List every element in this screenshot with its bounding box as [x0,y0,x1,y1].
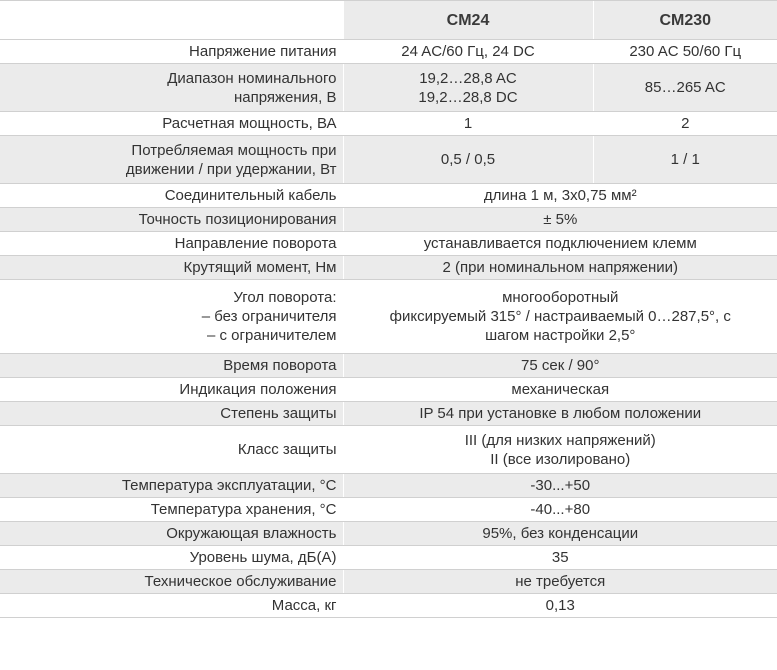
header-parameter [0,1,343,40]
parameter-label: Расчетная мощность, ВА [0,112,343,136]
shared-value: 95%, без конденсации [343,522,777,546]
shared-value: 75 сек / 90° [343,354,777,378]
table-row [0,522,777,546]
table-row [0,280,777,354]
cm24-value: 0,5 / 0,5 [343,136,593,184]
parameter-label: Масса, кг [0,594,343,618]
shared-value: не требуется [343,570,777,594]
cm230-value: 85…265 AC [593,64,777,112]
shared-value: механическая [343,378,777,402]
shared-value: 0,13 [343,594,777,618]
shared-value: III (для низких напряжений) II (все изолировано) [343,426,777,474]
shared-value: 2 (при номинальном напряжении) [343,256,777,280]
parameter-label: Окружающая влажность [0,522,343,546]
table-row [0,402,777,426]
parameter-label: Диапазон номинального напряжения, В [0,64,343,112]
parameter-label: Угол поворота: – без ограничителя – с ограничителем [0,280,343,354]
header-row [0,1,777,40]
shared-value: IP 54 при установке в любом положении [343,402,777,426]
parameter-label: Температура эксплуатации, °С [0,474,343,498]
parameter-label: Направление поворота [0,232,343,256]
parameter-label: Техническое обслуживание [0,570,343,594]
parameter-label: Крутящий момент, Нм [0,256,343,280]
cm24-value: 1 [343,112,593,136]
shared-value: длина 1 м, 3х0,75 мм² [343,184,777,208]
table-row [0,208,777,232]
cm230-value: 1 / 1 [593,136,777,184]
shared-value: 35 [343,546,777,570]
table-row [0,474,777,498]
shared-value: устанавливается подключением клемм [343,232,777,256]
parameter-label: Уровень шума, дБ(А) [0,546,343,570]
parameter-label: Потребляемая мощность при движении / при удержании, Вт [0,136,343,184]
parameter-label: Степень защиты [0,402,343,426]
header-cm230: CM230 [593,1,777,40]
cm24-value: 24 AC/60 Гц, 24 DC [343,40,593,64]
table-body [0,40,777,618]
parameter-label: Время поворота [0,354,343,378]
cm230-value: 230 AC 50/60 Гц [593,40,777,64]
parameter-label: Соединительный кабель [0,184,343,208]
table-row [0,136,777,184]
table-row [0,112,777,136]
shared-value: многооборотный фиксируемый 315° / настраиваемый 0…287,5°, с шагом настройки 2,5° [343,280,777,354]
shared-value: -40...+80 [343,498,777,522]
table-row [0,40,777,64]
shared-value: ± 5% [343,208,777,232]
shared-value: -30...+50 [343,474,777,498]
table-row [0,498,777,522]
table-row [0,570,777,594]
table-row [0,64,777,112]
table-row [0,354,777,378]
header-cm24: CM24 [343,1,593,40]
table-row [0,256,777,280]
table-row [0,184,777,208]
cm24-value: 19,2…28,8 AC 19,2…28,8 DC [343,64,593,112]
cm230-value: 2 [593,112,777,136]
parameter-label: Точность позиционирования [0,208,343,232]
parameter-label: Индикация положения [0,378,343,402]
table-row [0,594,777,618]
table-row [0,232,777,256]
parameter-label: Температура хранения, °С [0,498,343,522]
table-row [0,546,777,570]
parameter-label: Класс защиты [0,426,343,474]
table-row [0,378,777,402]
table-row [0,426,777,474]
parameter-label: Напряжение питания [0,40,343,64]
